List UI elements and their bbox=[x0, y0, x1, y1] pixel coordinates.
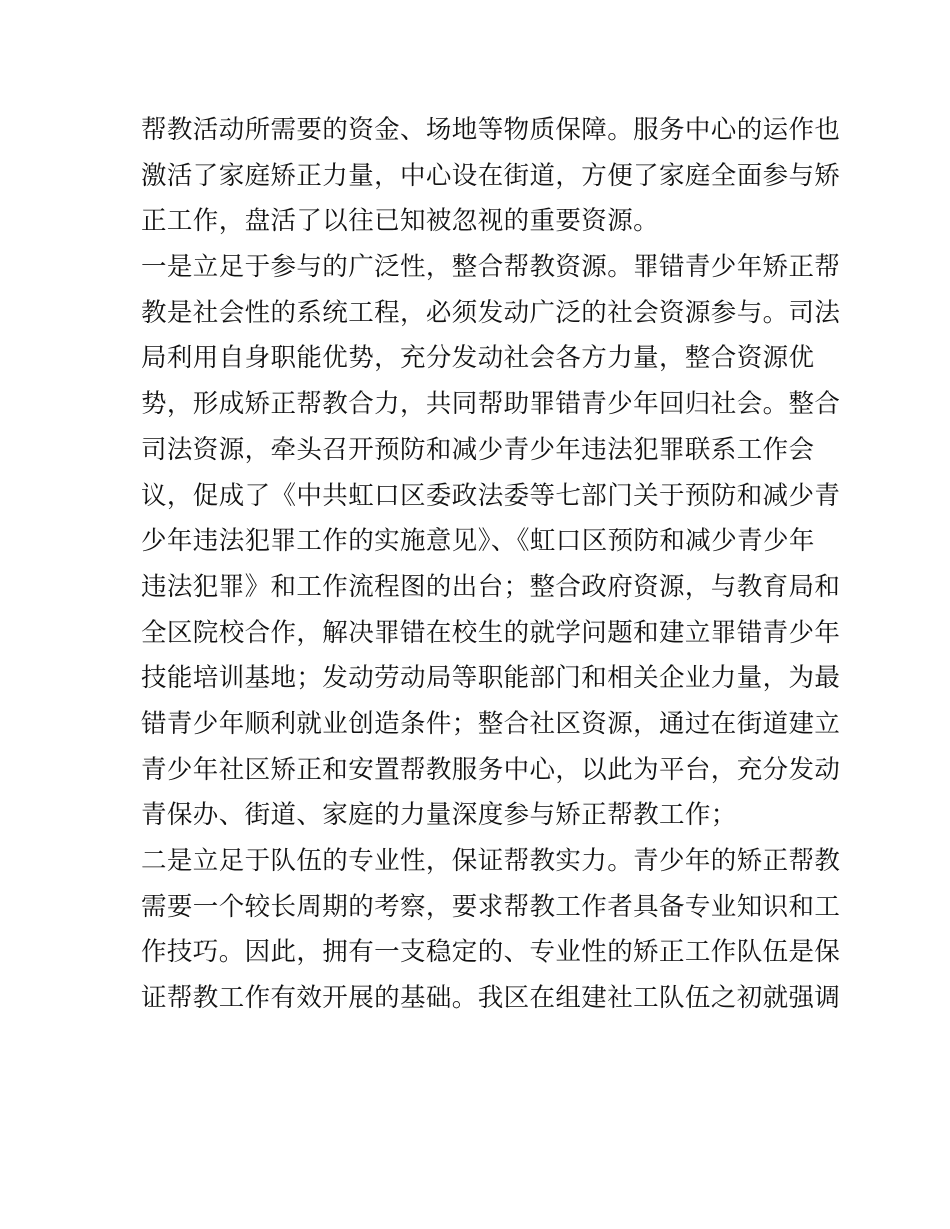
text-line: 技能培训基地；发动劳动局等职能部门和相关企业力量，为最 bbox=[141, 663, 841, 694]
text-line: 青少年社区矫正和安置帮教服务中心，以此为平台，充分发动 bbox=[141, 754, 841, 785]
text-line: 议，促成了《中共虹口区委政法委等七部门关于预防和减少青 bbox=[141, 480, 841, 511]
text-line: 局利用自身职能优势，充分发动社会各方力量，整合资源优 bbox=[141, 343, 815, 374]
text-line: 少年违法犯罪工作的实施意见》、《虹口区预防和减少青少年 bbox=[141, 526, 815, 557]
text-line: 势，形成矫正帮教合力，共同帮助罪错青少年回归社会。整合 bbox=[141, 389, 841, 420]
text-line: 需要一个较长周期的考察，要求帮教工作者具备专业知识和工 bbox=[141, 891, 841, 922]
text-line: 一是立足于参与的广泛性，整合帮教资源。罪错青少年矫正帮 bbox=[141, 252, 841, 283]
text-line: 作技巧。因此，拥有一支稳定的、专业性的矫正工作队伍是保 bbox=[141, 937, 841, 968]
text-line: 全区院校合作，解决罪错在校生的就学问题和建立罪错青少年 bbox=[141, 617, 841, 648]
text-line: 错青少年顺利就业创造条件；整合社区资源，通过在街道建立 bbox=[141, 708, 841, 739]
text-line: 违法犯罪》和工作流程图的出台；整合政府资源，与教育局和 bbox=[141, 571, 841, 602]
text-line: 教是社会性的系统工程，必须发动广泛的社会资源参与。司法 bbox=[141, 297, 841, 328]
text-line: 正工作，盘活了以往已知被忽视的重要资源。 bbox=[141, 206, 660, 237]
text-line: 二是立足于队伍的专业性，保证帮教实力。青少年的矫正帮教 bbox=[141, 846, 841, 876]
text-line: 帮教活动所需要的资金、场地等物质保障。服务中心的运作也 bbox=[141, 115, 841, 145]
text-line: 青保办、街道、家庭的力量深度参与矫正帮教工作； bbox=[141, 800, 737, 831]
body-text bbox=[141, 108, 841, 1022]
text-line: 激活了家庭矫正力量，中心设在街道，方便了家庭全面参与矫 bbox=[141, 160, 841, 191]
text-line: 司法资源，牵头召开预防和减少青少年违法犯罪联系工作会 bbox=[141, 434, 815, 465]
text-line: 证帮教工作有效开展的基础。我区在组建社工队伍之初就强调 bbox=[141, 983, 841, 1014]
